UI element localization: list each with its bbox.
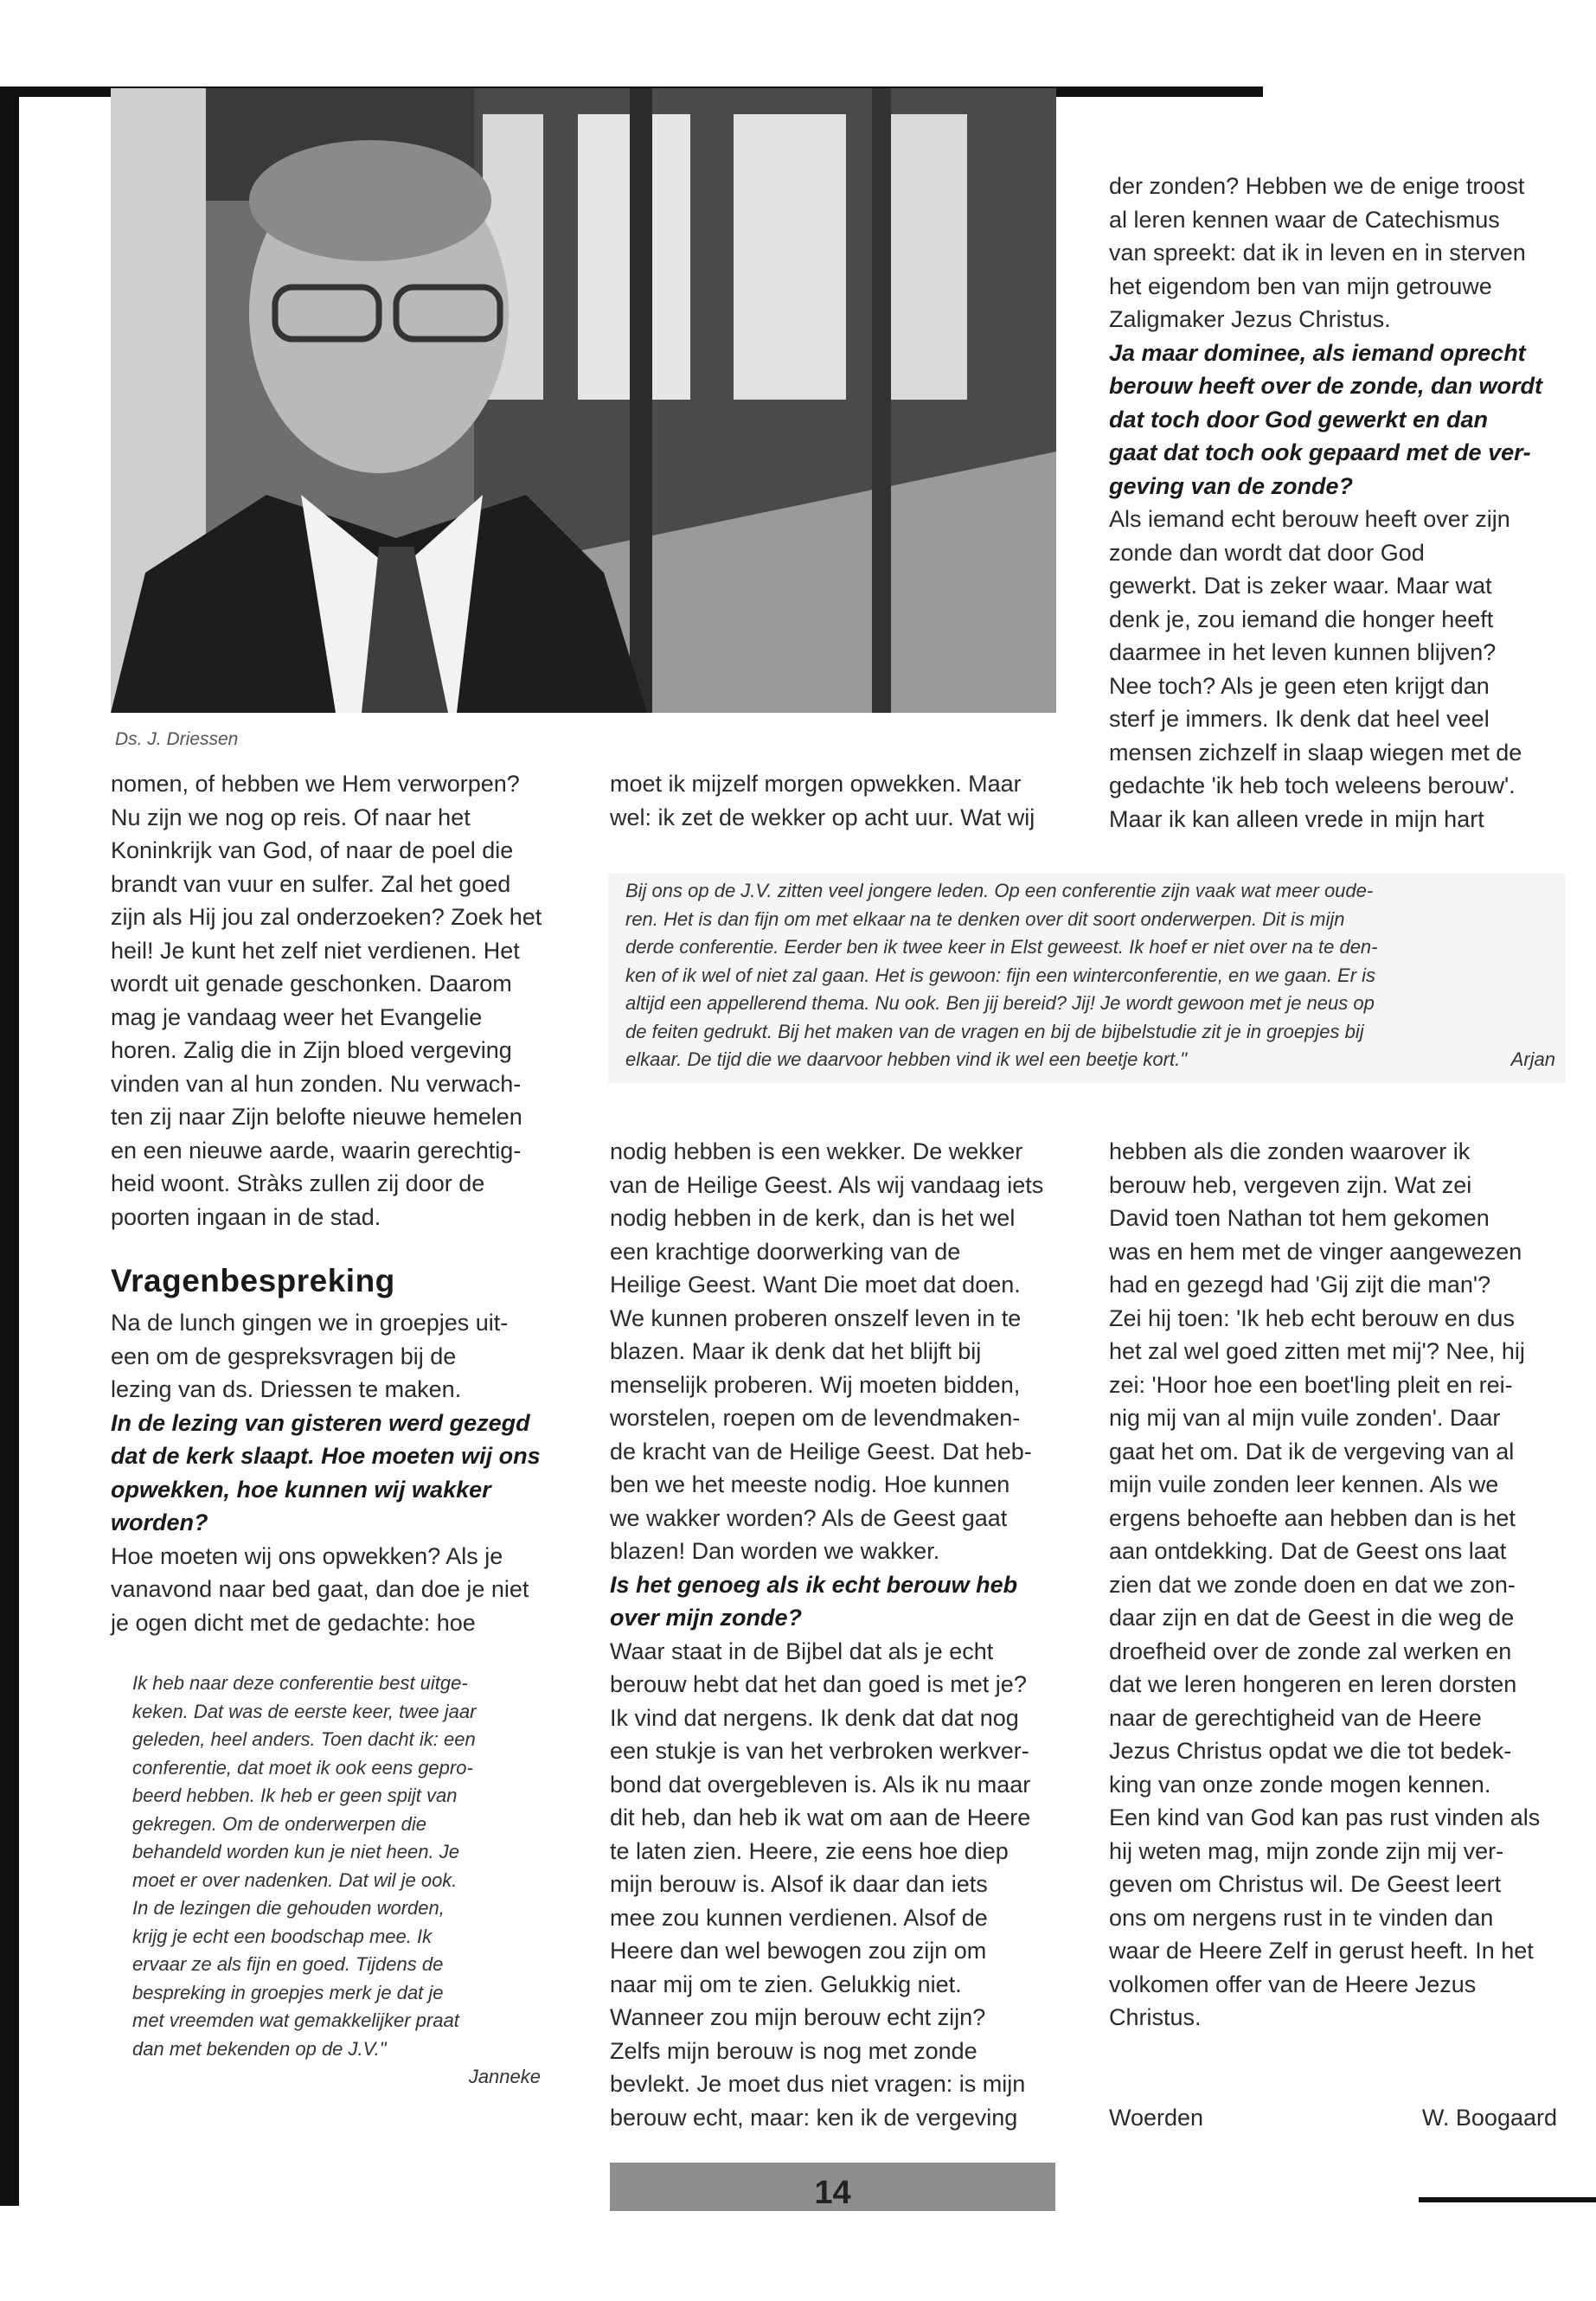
scan-edge-bottom	[1419, 2197, 1596, 2202]
column-2-bottom-text: nodig hebben is een wekker. De wekker van de Heilige Geest. Als wij vandaag iets nodig hebben in de kerk, dan is het wel een krachtige doorwerking van de Heilige Geest. Want Die moet dat doen. We kunnen proberen onszelf leven in te blazen. Maar ik denk dat het blijft bij menselijk proberen. Wij moeten bidden, worstelen, roepen om de levendmaken- de kracht van de Heilige Geest. Dat heb- ben we het meeste nodig. Hoe kunnen we wakker worden? Als de Geest gaat blazen! Dan worden we wakker. Is het genoeg als ik echt berouw heb over mijn zonde? Waar staat in de Bijbel dat als je echt berouw hebt dat het dan goed is met je? Ik vind dat nergens. Ik denk dat dat nog een stukje is van het verbroken werkver- bond dat overgebleven is. Als ik nu maar dit heb, dan heb ik wat om aan de Heere te laten zien. Heere, zie eens hoe diep mijn berouw is. Alsof ik daar dan iets mee zou kunnen verdienen. Alsof de Heere dan wel bewogen zou zijn om naar mij om te zien. Gelukkig niet. Wanneer zou mijn berouw echt zijn? Zelfs mijn berouw is nog met zonde bevlekt. Je moet dus niet vragen: is mijn berouw echt, maar: ken ik de vergeving	[610, 1135, 1060, 2134]
question-2: Ja maar dominee, als iemand oprecht	[1109, 339, 1526, 366]
quote-arjan: Bij ons op de J.V. zitten veel jongere leden. Op een conferentie zijn vaak wat meer oude- ren. Het is dan fijn om met elkaar na te denken over dit soort onderwerpen. Dit is mijn derde conferentie. Eerder ben ik twee keer in Elst geweest. Ik hoef er niet over na te den- ken of ik wel of niet zal gaan. Het is gewoon: fijn een winterconferentie, en we gaan. Er is altijd een appellerend thema. Nu ook. Ben jij bereid? Jij! Je wordt gewoon met je neus op de feiten gedrukt. Bij het maken van de vragen en bij de bijbelstudie zit je in groepjes bij elkaar. De tijd die we daarvoor hebben vind ik wel een beetje kort." Arjan	[608, 874, 1566, 1083]
quote-janneke-signature: Janneke	[468, 2066, 541, 2087]
footer-author: W. Boogaard	[1421, 2105, 1557, 2131]
page-number: 14	[814, 2175, 851, 2211]
column-3-bottom-text: hebben als die zonden waarover ik berouw heb, vergeven zijn. Wat zei David toen Nathan tot hem gekomen was en hem met de vinger aangewezen had en gezegd had 'Gij zijt die man'? Zei hij toen: 'Ik heb echt berouw en dus het zal wel goed zitten met mij'? Nee, hij zei: 'Hoor hoe een boet'ling pleit en rei- nig mij van al mijn vuile zonden'. Daar gaat het om. Dat ik de vergeving van al mijn vuile zonden leer kennen. Als we ergens behoefte aan hebben dan is het aan ontdekking. Dat de Geest ons laat zien dat we zonde doen en dat we zon- daar zijn en dat de Geest in die weg de droefheid over de zonde zal werken en dat we leren hongeren en leren dorsten naar de gerechtigheid van de Heere Jezus Christus opdat we die tot bedek- king van onze zonde mogen kennen. Een kind van God kan pas rust vinden als hij weten mag, mijn zonde zijn mij ver- geven om Christus wil. De Geest leert ons om nergens rust in te vinden dan waar de Heere Zelf in gerust heeft. In het volkomen offer van de Heere Jezus Christus.	[1109, 1138, 1541, 2030]
portrait-image	[111, 88, 1056, 713]
scan-edge-left	[0, 87, 19, 2206]
page-number-bar	[610, 2163, 1055, 2211]
quote-janneke: Ik heb naar deze conferentie best uitge- keken. Dat was de eerste keer, twee jaar geleden, heel anders. Toen dacht ik: een conferentie, dat moet ik ook eens gepro- beerd hebben. Ik heb er geen spijt van gekregen. Om de onderwerpen die behandeld worden kun je niet heen. Je moet er over nadenken. Dat wil je ook. In de lezingen die gehouden worden, krijg je echt een boodschap mee. Ik ervaar ze als fijn en goed. Tijdens de bespreking in groepjes merk je dat je met vreemden wat gemakkelijker praat dan met bekenden op de J.V." Janneke	[132, 1670, 539, 2092]
column-3-top-text: der zonden? Hebben we de enige troost al leren kennen waar de Catechismus van spreekt: dat ik in leven en in sterven het eigendom ben van mijn getrouwe Zaligmaker Jezus Christus. Ja maar dominee, als iemand oprecht berouw heeft over de zonde, dan wordt dat toch door God gewerkt en dan gaat dat toch ook gepaard met de ver- geving van de zonde? Als iemand echt berouw heeft over zijn zonde dan wordt dat door God gewerkt. Dat is zeker waar. Maar wat denk je, zou iemand die honger heeft daarmee in het leven kunnen blijven? Nee toch? Als je geen eten krijgt dan sterf je immers. Ik denk dat heel veel mensen zichzelf in slaap wiegen met de gedachte 'ik heb toch weleens berouw'. Maar ik kan alleen vrede in mijn hart	[1109, 170, 1557, 836]
quote-arjan-signature: Arjan	[1510, 1048, 1555, 1070]
footer-place: Woerden	[1109, 2105, 1204, 2131]
column-1-bottom-text: Na de lunch gingen we in groepjes uit- een om de gespreksvragen bij de lezing van ds. Driessen te maken. In de lezing van gisteren werd gezegd dat de kerk slaapt. Hoe moeten wij ons opwekken, hoe kunnen wij wakker worden? Hoe moeten wij ons opwekken? Als je vanavond naar bed gaat, dan doe je niet je ogen dicht met de gedachte: hoe	[111, 1306, 561, 1639]
portrait-photo	[111, 88, 1056, 713]
question-1: In de lezing van gisteren werd gezegd	[111, 1409, 530, 1436]
photo-caption: Ds. J. Driessen	[115, 729, 239, 749]
column-1-top-text: nomen, of hebben we Hem verworpen? Nu zijn we nog op reis. Of naar het Koninkrijk van God, of naar de poel die brandt van vuur en sulfer. Zal het goed zijn als Hij jou zal onderzoeken? Zoek het heil! Je kunt het zelf niet verdienen. Het wordt uit genade geschonken. Daarom mag je vandaag weer het Evangelie horen. Zalig die in Zijn bloed vergeving vinden van al hun zonden. Nu verwach- ten zij naar Zijn belofte nieuwe hemelen en een nieuwe aarde, waarin gerechtig- heid woont. Stràks zullen zij door de poorten ingaan in de stad.	[111, 771, 542, 1230]
column-2-top-text: moet ik mijzelf morgen opwekken. Maar wel: ik zet de wekker op acht uur. Wat wij	[610, 771, 1035, 830]
question-3: Is het genoeg als ik echt berouw heb	[610, 1571, 1018, 1598]
section-heading: Vragenbespreking	[111, 1263, 395, 1298]
